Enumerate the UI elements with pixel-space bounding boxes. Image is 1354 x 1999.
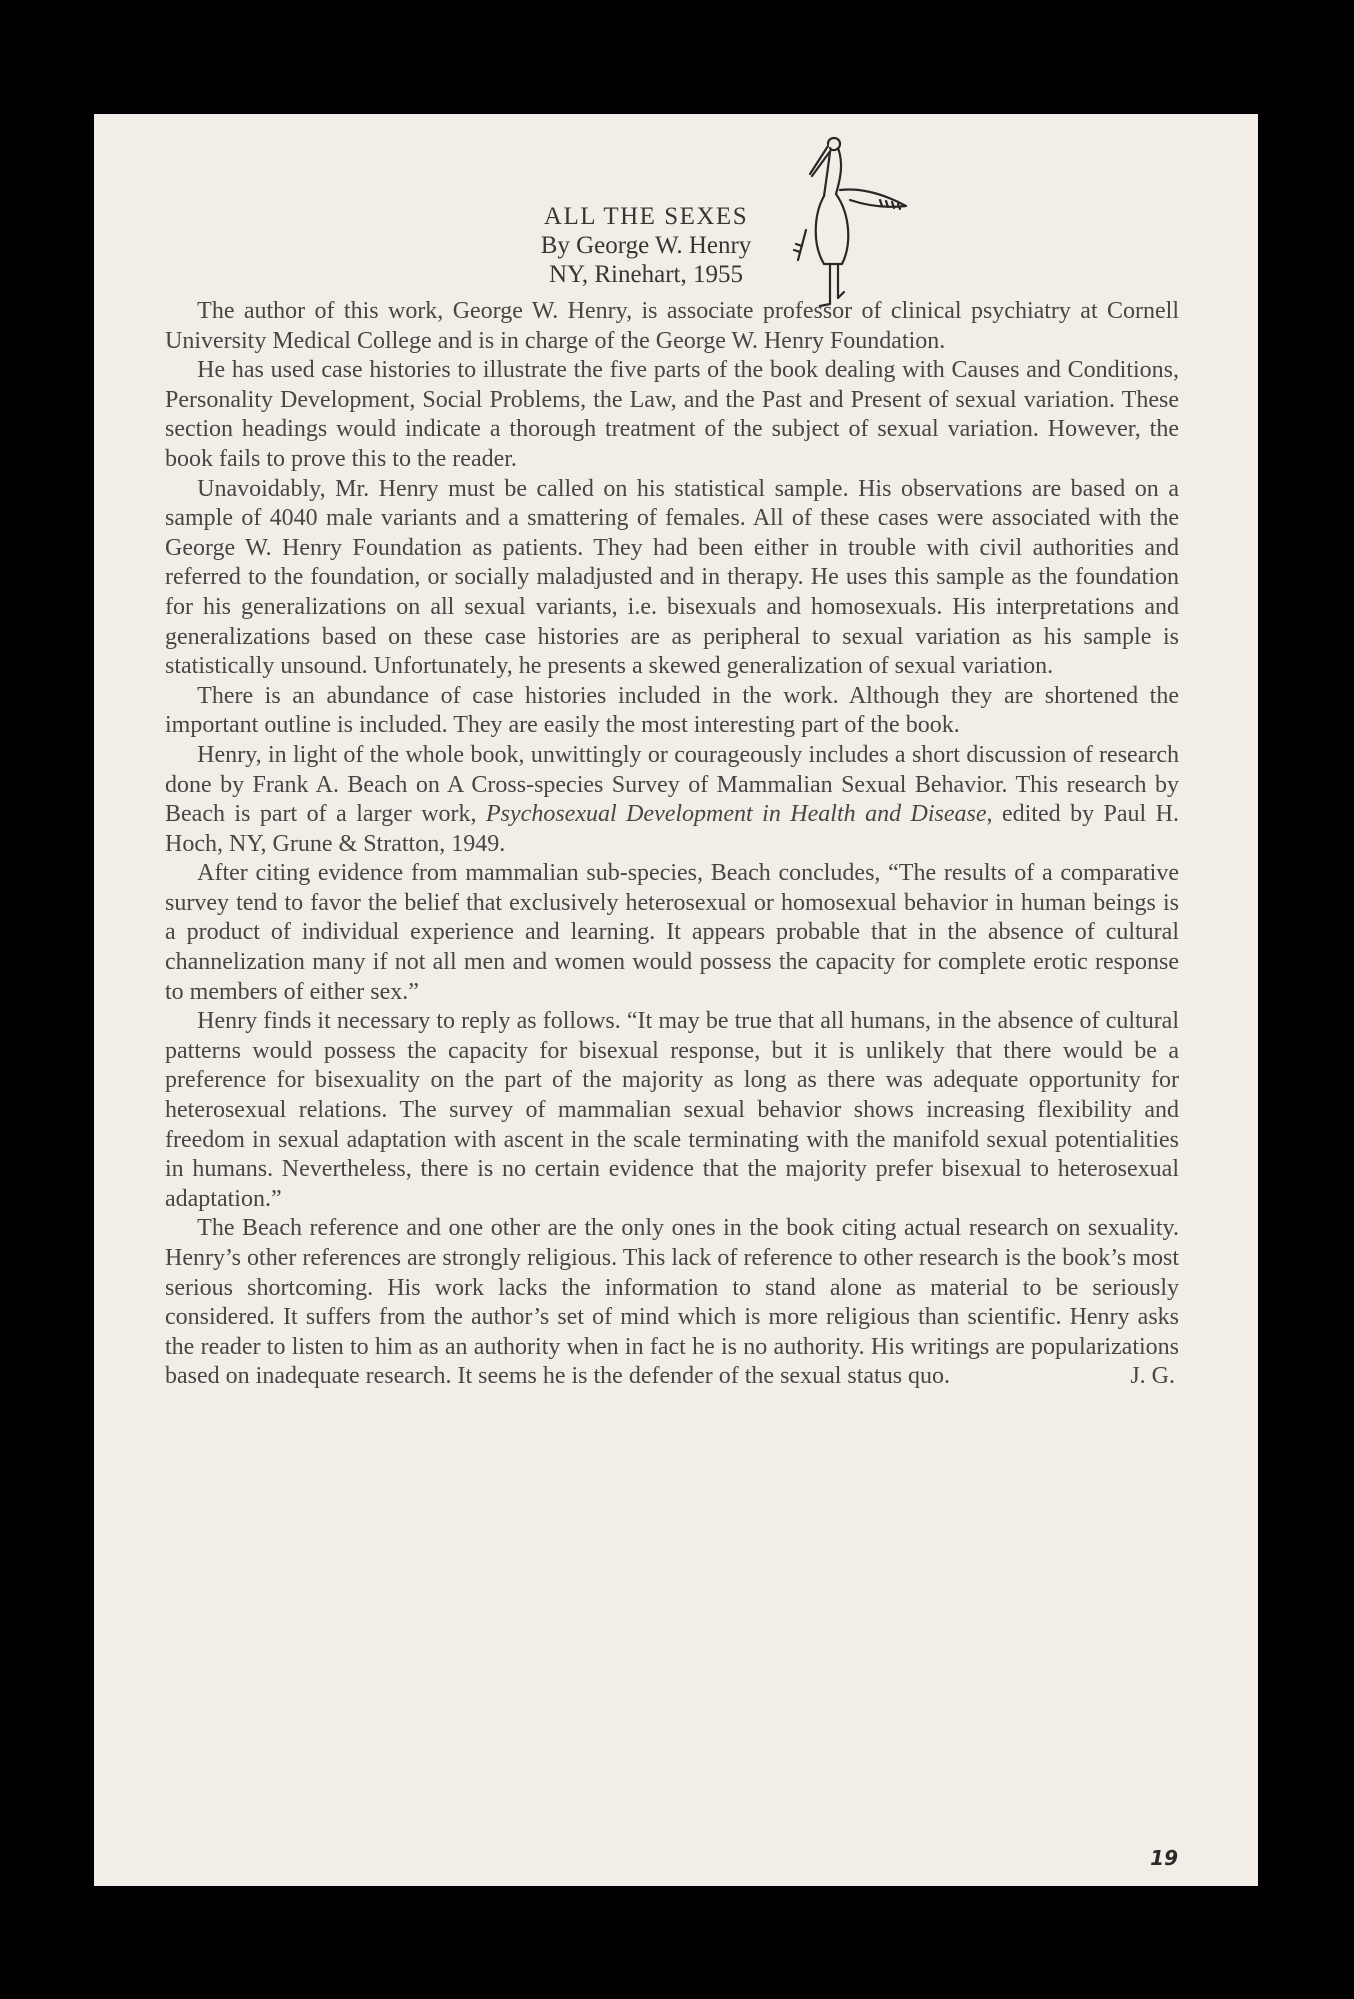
book-publisher: NY, Rinehart, 1955 bbox=[549, 261, 743, 288]
book-title: ALL THE SEXES bbox=[543, 203, 749, 230]
paragraph: The author of this work, George W. Henry, is associate professor of clinical psychiatry at Cornell University Medical College and is in charge of the George W. Henry Foundation. bbox=[165, 298, 1179, 354]
paragraph bbox=[165, 741, 1179, 859]
paragraph: After citing evidence from mammalian sub-species, Beach concludes, “The results of a comparative survey tend to favor the belief that exclusively heterosexual or homosexual behavior in human beings is a product of individual experience and learning. It appears probable that in the absence of cultural channelization many if not all men and women would possess the capacity for complete erotic response to members of either sex.” bbox=[165, 860, 1179, 1005]
cited-book-title: Psychosexual Development in Health and Disease bbox=[486, 801, 987, 828]
paragraph-text: The Beach reference and one other are the only ones in the book citing actual research on sexuality. Henry’s other references are strongly religious. This lack of reference to other research is the book’s most serious shortcoming. His work lacks the information to stand alone as material to be seriously considered. It suffers from the author’s set of mind which is more religious than scientific. Henry asks the reader to listen to him as an authority when in fact he is no authority. His writings are popularizations based on inadequate research. It seems he is the defender of the sexual status quo. bbox=[165, 1215, 1179, 1390]
review-header bbox=[94, 202, 1258, 289]
reviewer-initials: J. G. bbox=[1130, 1363, 1175, 1390]
paragraph-text: , edited by Paul H. Hoch, NY, Grune & Stratton, 1949. bbox=[165, 801, 1180, 857]
magazine-page bbox=[94, 114, 1258, 1886]
paragraph: Henry finds it necessary to reply as follows. “It may be true that all humans, in the absence of cultural patterns would possess the capacity for bisexual response, but it is unlikely that there would be a preference for bisexuality on the part of the majority as long as there was adequate opportunity for heterosexual relations. The survey of mammalian sexual behavior shows increasing flexibility and freedom in sexual adaptation with ascent in the scale terminating with the manifold sexual potentialities in humans. Nevertheless, there is no certain evidence that the majority prefer bisexual to heterosexual adaptation.” bbox=[165, 1008, 1179, 1212]
paragraph bbox=[165, 1214, 1179, 1392]
stork-line-drawing-icon bbox=[784, 134, 920, 314]
paragraph: He has used case histories to illustrate the five parts of the book dealing with Causes and Conditions, Personality Development, Social Problems, the Law, and the Past and Present of sexual variation. These section headings would indicate a thorough treatment of the subject of sexual variation. However, the book fails to prove this to the reader. bbox=[165, 357, 1179, 472]
page-number: 19 bbox=[1150, 1846, 1178, 1870]
review-body bbox=[165, 297, 1179, 1392]
paragraph: There is an abundance of case histories included in the work. Although they are shortened the important outline is included. They are easily the most interesting part of the book. bbox=[165, 682, 1179, 739]
paragraph: Unavoidably, Mr. Henry must be called on his statistical sample. His observations are based on a sample of 4040 male variants and a smattering of females. All of these cases were associated with the George W. Henry Foundation as patients. They had been either in trouble with civil authorities and referred to the foundation, or socially maladjusted and in therapy. He uses this sample as the foundation for his generalizations on all sexual variants, i.e. bisexuals and homosexuals. His interpretations and generalizations based on these case histories are as peripheral to sexual variation as his sample is statistically unsound. Unfortunately, he presents a skewed generalization of sexual variation. bbox=[165, 475, 1179, 680]
book-author: By George W. Henry bbox=[540, 232, 752, 259]
paragraph-text: Henry, in light of the whole book, unwittingly or courageously includes a short discussion of research done by Frank A. Beach on A Cross-species Survey of Mammalian Sexual Behavior. This research by Beach is part of a larger work, bbox=[165, 741, 1179, 828]
